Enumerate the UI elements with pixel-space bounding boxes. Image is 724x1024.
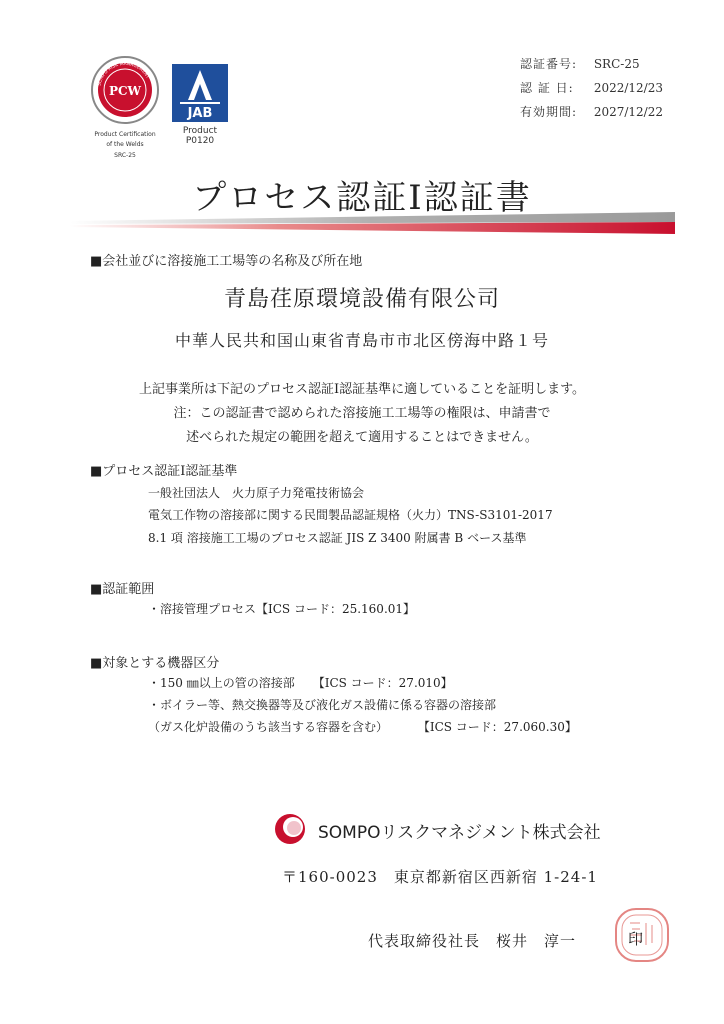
jab-caption-1: Product — [182, 126, 218, 136]
pcw-caption-1: Product Certification — [94, 131, 156, 138]
expiry-row — [520, 100, 663, 124]
cert-number-label: 認証番号: — [520, 57, 578, 71]
jab-text: JAB — [187, 106, 213, 121]
equipment-item-2: ・ボイラー等、熱交換器等及び液化ガス設備に係る容器の溶接部 — [148, 698, 497, 712]
certification-statement — [0, 378, 724, 450]
cert-date-label: 認 証 日: — [520, 81, 574, 95]
company-address: 中華人民共和国山東省青島市市北区傍海中路１号 — [174, 331, 549, 350]
standard-line-2: 電気工作物の溶接部に関する民間製品認証規格（火力）TNS-S3101-2017 — [148, 508, 553, 522]
issuer-postal-address: 〒160-0023 東京都新宿区西新宿 1-24-1 — [282, 868, 598, 886]
title-divider-band — [70, 212, 675, 234]
issuer-company-name: SOMPOリスクマネジメント株式会社 — [318, 823, 601, 843]
representative-name: 代表取締役社長 桜井 淳一 — [368, 932, 577, 950]
equipment-item-3 — [148, 718, 577, 735]
cert-date-row — [520, 76, 663, 100]
expiry-date: 2027/12/22 — [593, 105, 663, 119]
pcw-ring-text: SOMPO RISK MANAGEMENT — [97, 61, 150, 87]
equipment-item-3-code: 【ICS コード：27.060.30】 — [417, 720, 577, 734]
standard-line-1: 一般社団法人 火力原子力発電技術協会 — [148, 486, 365, 500]
certification-line-3: 述べられた規定の範囲を超えて適用することはできません。 — [186, 430, 538, 445]
pcw-caption-2: of the Welds — [106, 141, 144, 148]
equipment-item-1: ・150 ㎜以上の管の溶接部 【ICS コード：27.010】 — [148, 676, 453, 690]
sompo-logo-icon — [272, 812, 312, 846]
cert-number-row — [520, 52, 663, 76]
standard-section-heading: ■プロセス認証Ⅰ認証基準 — [90, 464, 238, 479]
expiry-label: 有効期間: — [520, 105, 578, 119]
jab-mark-icon — [172, 64, 228, 122]
pcw-center-text: PCW — [108, 84, 142, 98]
pcw-logo — [80, 55, 170, 160]
standard-line-3: 8.1 項 溶接施工工場のプロセス認証 JIS Z 3400 附属書 B ベース基準 — [148, 531, 527, 545]
certification-line-2: 注：この認証書で認められた溶接施工工場等の権限は、申請書で — [173, 406, 551, 421]
cert-number: SRC-25 — [593, 57, 640, 71]
pcw-code: SRC-25 — [114, 152, 136, 159]
document-title: プロセス認証Ⅰ認証書 — [192, 178, 532, 218]
company-name: 青島荏原環境設備有限公司 — [223, 287, 500, 312]
seal-mark: 印 — [628, 930, 644, 948]
cert-date: 2022/12/23 — [593, 81, 663, 95]
certificate-meta — [520, 52, 663, 124]
pcw-emblem-icon — [90, 55, 160, 125]
scope-item-1: ・溶接管理プロセス【ICS コード：25.160.01】 — [148, 602, 416, 616]
equipment-item-3-desc: （ガス化炉設備のうち該当する容器を含む） — [148, 720, 389, 734]
equipment-section-heading: ■対象とする機器区分 — [90, 656, 220, 671]
jab-logo — [170, 64, 230, 154]
company-section-heading: ■会社並びに溶接施工工場等の名称及び所在地 — [90, 254, 363, 269]
certification-line-1: 上記事業所は下記のプロセス認証Ⅰ認証基準に適していることを証明します。 — [138, 382, 586, 397]
scope-section-heading: ■認証範囲 — [90, 582, 155, 597]
jab-caption-2: P0120 — [185, 136, 215, 146]
